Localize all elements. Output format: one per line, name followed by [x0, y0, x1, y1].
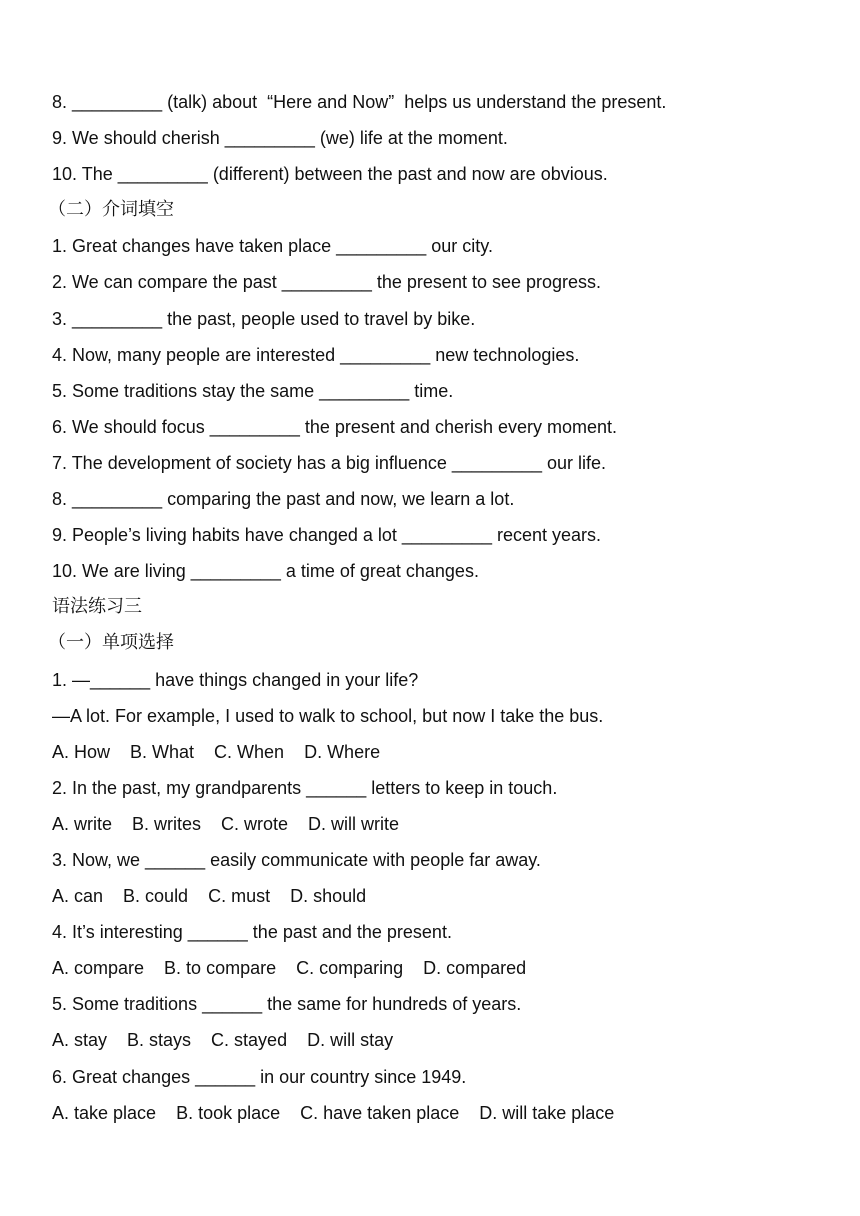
- preposition-item-8: 8. _________ comparing the past and now, we learn a lot.: [52, 489, 515, 510]
- mc-question-1-answer: —A lot. For example, I used to walk to school, but now I take the bus.: [52, 705, 604, 726]
- preposition-item-6: 6. We should focus _________ the present and cherish every moment.: [52, 416, 618, 437]
- preposition-item-3: 3. _________ the past, people used to travel by bike.: [52, 308, 476, 329]
- preposition-item-5: 5. Some traditions stay the same _________ time.: [52, 380, 454, 401]
- preposition-item-9: 9. People’s living habits have changed a lot _________ recent years.: [52, 525, 602, 546]
- mc-options-4: A. compare B. to compare C. comparing D. compared: [52, 958, 527, 979]
- mc-question-4: 4. It’s interesting ______ the past and the present.: [52, 922, 452, 943]
- mc-question-5: 5. Some traditions ______ the same for hundreds of years.: [52, 994, 522, 1015]
- mc-question-3: 3. Now, we ______ easily communicate with people far away.: [52, 849, 541, 870]
- fill-item-8: 8. _________ (talk) about “Here and Now” helps us understand the present.: [52, 92, 667, 112]
- mc-options-6: A. take place B. took place C. have taken place D. will take place: [52, 1102, 615, 1123]
- multiple-choice-heading: （一）单项选择: [48, 632, 174, 654]
- preposition-item-2: 2. We can compare the past _________ the present to see progress.: [52, 272, 602, 293]
- preposition-item-1: 1. Great changes have taken place _________ our city.: [52, 236, 493, 257]
- fill-item-10: 10. The _________ (different) between the past and now are obvious.: [52, 164, 608, 185]
- preposition-item-4: 4. Now, many people are interested _________ new technologies.: [52, 344, 580, 365]
- grammar-practice-heading: 语法练习三: [52, 596, 142, 618]
- mc-options-2: A. write B. writes C. wrote D. will write: [52, 813, 400, 834]
- mc-options-5: A. stay B. stays C. stayed D. will stay: [52, 1030, 394, 1051]
- mc-question-6: 6. Great changes ______ in our country since 1949.: [52, 1066, 467, 1087]
- mc-options-3: A. can B. could C. must D. should: [52, 886, 367, 907]
- mc-question-2: 2. In the past, my grandparents ______ letters to keep in touch.: [52, 777, 558, 798]
- mc-question-1: 1. —______ have things changed in your life?: [52, 669, 419, 690]
- fill-item-9: 9. We should cherish _________ (we) life at the moment.: [52, 128, 508, 149]
- preposition-item-7: 7. The development of society has a big influence _________ our life.: [52, 452, 607, 473]
- preposition-item-10: 10. We are living _________ a time of great changes.: [52, 561, 479, 582]
- prepositions-heading: （二）介词填空: [48, 199, 174, 221]
- mc-options-1: A. How B. What C. When D. Where: [52, 741, 381, 762]
- worksheet-page: [48, 84, 832, 1131]
